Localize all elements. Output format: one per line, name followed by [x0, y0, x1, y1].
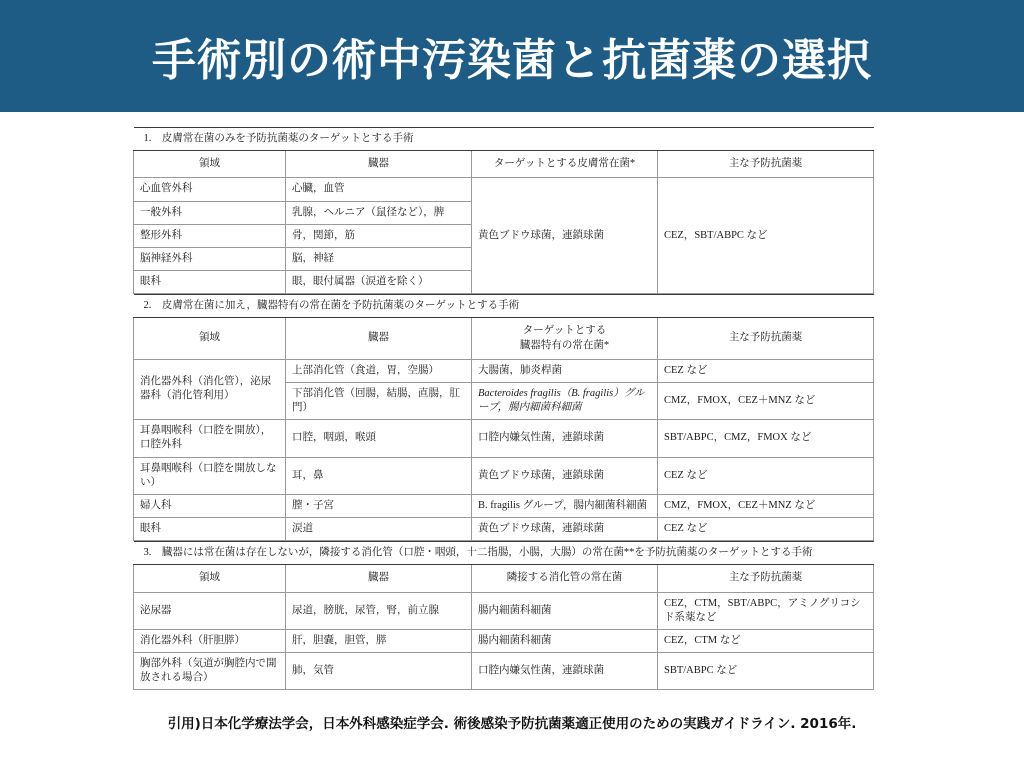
- table-section-2: [133, 294, 873, 541]
- table-row: [134, 494, 874, 517]
- cell-organ: 涙道: [286, 518, 472, 541]
- cell-area: 消化器外科（肝胆膵）: [134, 629, 286, 652]
- section-1-caption: 1. 皮膚常在菌のみを予防抗菌薬のターゲットとする手術: [134, 128, 874, 151]
- section-caption-row: [134, 542, 874, 565]
- cell-area: 耳鼻咽喉科（口腔を開放しない）: [134, 457, 286, 494]
- col-header-drug: 主な予防抗菌薬: [658, 318, 874, 359]
- section-3-caption: 3. 臓器には常在菌は存在しないが，隣接する消化管（口腔・咽頭，十二指腸，小腸，大腸）の常在菌**を予防抗菌薬のターゲットとする手術: [134, 542, 874, 565]
- col-header-organ: 臓器: [286, 565, 472, 592]
- cell-drug: CEZ，SBT/ABPC など: [658, 178, 874, 294]
- cell-organ: 上部消化管（食道，胃，空腸）: [286, 359, 472, 382]
- cell-area: 一般外科: [134, 201, 286, 224]
- cell-area: 整形外科: [134, 224, 286, 247]
- col-header-target: ターゲットとする皮膚常在菌*: [472, 151, 658, 178]
- slide-title-band: [0, 0, 1024, 112]
- col-header-target: 隣接する消化管の常在菌: [472, 565, 658, 592]
- cell-area: 婦人科: [134, 494, 286, 517]
- table-row: [134, 178, 874, 201]
- cell-target: B. fragilis グループ，腸内細菌科細菌: [472, 494, 658, 517]
- col-header-organ: 臓器: [286, 151, 472, 178]
- cell-drug: SBT/ABPC，CMZ，FMOX など: [658, 420, 874, 457]
- cell-drug: CEZ など: [658, 518, 874, 541]
- citation-text: 引用)日本化学療法学会，日本外科感染症学会. 術後感染予防抗菌薬適正使用のための実践ガイドライン. 2016年.: [167, 716, 857, 732]
- cell-target: 黄色ブドウ球菌，連鎖球菌: [472, 457, 658, 494]
- table-row: [134, 592, 874, 629]
- cell-target: 黄色ブドウ球菌，連鎖球菌: [472, 518, 658, 541]
- table-1: [133, 127, 874, 294]
- table-row: [134, 359, 874, 382]
- cell-organ: 脳，神経: [286, 247, 472, 270]
- section-caption-row: [134, 295, 874, 318]
- cell-drug: CMZ，FMOX，CEZ＋MNZ など: [658, 494, 874, 517]
- col-header-target-line1: ターゲットとする: [522, 325, 607, 337]
- cell-target: 大腸菌，肺炎桿菌: [472, 359, 658, 382]
- cell-organ: 耳，鼻: [286, 457, 472, 494]
- col-header-drug: 主な予防抗菌薬: [658, 565, 874, 592]
- table-2-header-row: [134, 318, 874, 359]
- table-section-3: [133, 541, 873, 690]
- cell-drug: SBT/ABPC など: [658, 653, 874, 690]
- cell-area: 眼科: [134, 271, 286, 294]
- cell-organ: 尿道，膀胱，尿管，腎，前立腺: [286, 592, 472, 629]
- cell-area: 心血管外科: [134, 178, 286, 201]
- table-3-header-row: [134, 565, 874, 592]
- cell-organ: 眼，眼付属器（涙道を除く）: [286, 271, 472, 294]
- cell-drug: CMZ，FMOX，CEZ＋MNZ など: [658, 382, 874, 419]
- section-caption-row: [134, 128, 874, 151]
- cell-drug: CEZ など: [658, 457, 874, 494]
- cell-target: 腸内細菌科細菌: [472, 592, 658, 629]
- cell-organ: 口腔，咽頭，喉頭: [286, 420, 472, 457]
- page-title: 手術別の術中汚染菌と抗菌薬の選択: [152, 35, 872, 86]
- table-3: [133, 541, 874, 690]
- cell-drug: CEZ，CTM など: [658, 629, 874, 652]
- cell-organ: 骨，関節，筋: [286, 224, 472, 247]
- guideline-table-figure: [133, 127, 873, 690]
- table-section-1: [133, 127, 873, 294]
- table-2: [133, 294, 874, 541]
- cell-organ: 心臓，血管: [286, 178, 472, 201]
- col-header-area: 領域: [134, 565, 286, 592]
- table-1-header-row: [134, 151, 874, 178]
- col-header-target-line2: 臓器特有の常在菌*: [519, 339, 610, 351]
- table-row: [134, 518, 874, 541]
- cell-organ: 膣・子宮: [286, 494, 472, 517]
- section-2-caption: 2. 皮膚常在菌に加え，臓器特有の常在菌を予防抗菌薬のターゲットとする手術: [134, 295, 874, 318]
- cell-drug: CEZ など: [658, 359, 874, 382]
- col-header-organ: 臓器: [286, 318, 472, 359]
- cell-target: 腸内細菌科細菌: [472, 629, 658, 652]
- col-header-drug: 主な予防抗菌薬: [658, 151, 874, 178]
- table-row: [134, 629, 874, 652]
- cell-area: 眼科: [134, 518, 286, 541]
- col-header-area: 領域: [134, 151, 286, 178]
- cell-area: 泌尿器: [134, 592, 286, 629]
- cell-area: 脳神経外科: [134, 247, 286, 270]
- cell-organ: 肝，胆嚢，胆管，膵: [286, 629, 472, 652]
- cell-organ: 下部消化管（回腸，結腸，直腸，肛門）: [286, 382, 472, 419]
- cell-area: 消化器外科（消化管），泌尿器科（消化管利用）: [134, 359, 286, 420]
- col-header-area: 領域: [134, 318, 286, 359]
- col-header-target: [472, 318, 658, 359]
- cell-area: 胸部外科（気道が胸腔内で開放される場合）: [134, 653, 286, 690]
- cell-organ: 肺，気管: [286, 653, 472, 690]
- cell-area: 耳鼻咽喉科（口腔を開放），口腔外科: [134, 420, 286, 457]
- cell-organ: 乳腺，ヘルニア（鼠径など），脾: [286, 201, 472, 224]
- cell-target: 口腔内嫌気性菌，連鎖球菌: [472, 653, 658, 690]
- table-row: [134, 420, 874, 457]
- cell-target: Bacteroides fragilis（B. fragilis）グループ，腸内細菌科細菌: [472, 382, 658, 419]
- cell-target: 口腔内嫌気性菌，連鎖球菌: [472, 420, 658, 457]
- cell-drug: CEZ，CTM，SBT/ABPC，アミノグリコシド系薬など: [658, 592, 874, 629]
- table-row: [134, 457, 874, 494]
- table-row: [134, 653, 874, 690]
- cell-target: 黄色ブドウ球菌，連鎖球菌: [472, 178, 658, 294]
